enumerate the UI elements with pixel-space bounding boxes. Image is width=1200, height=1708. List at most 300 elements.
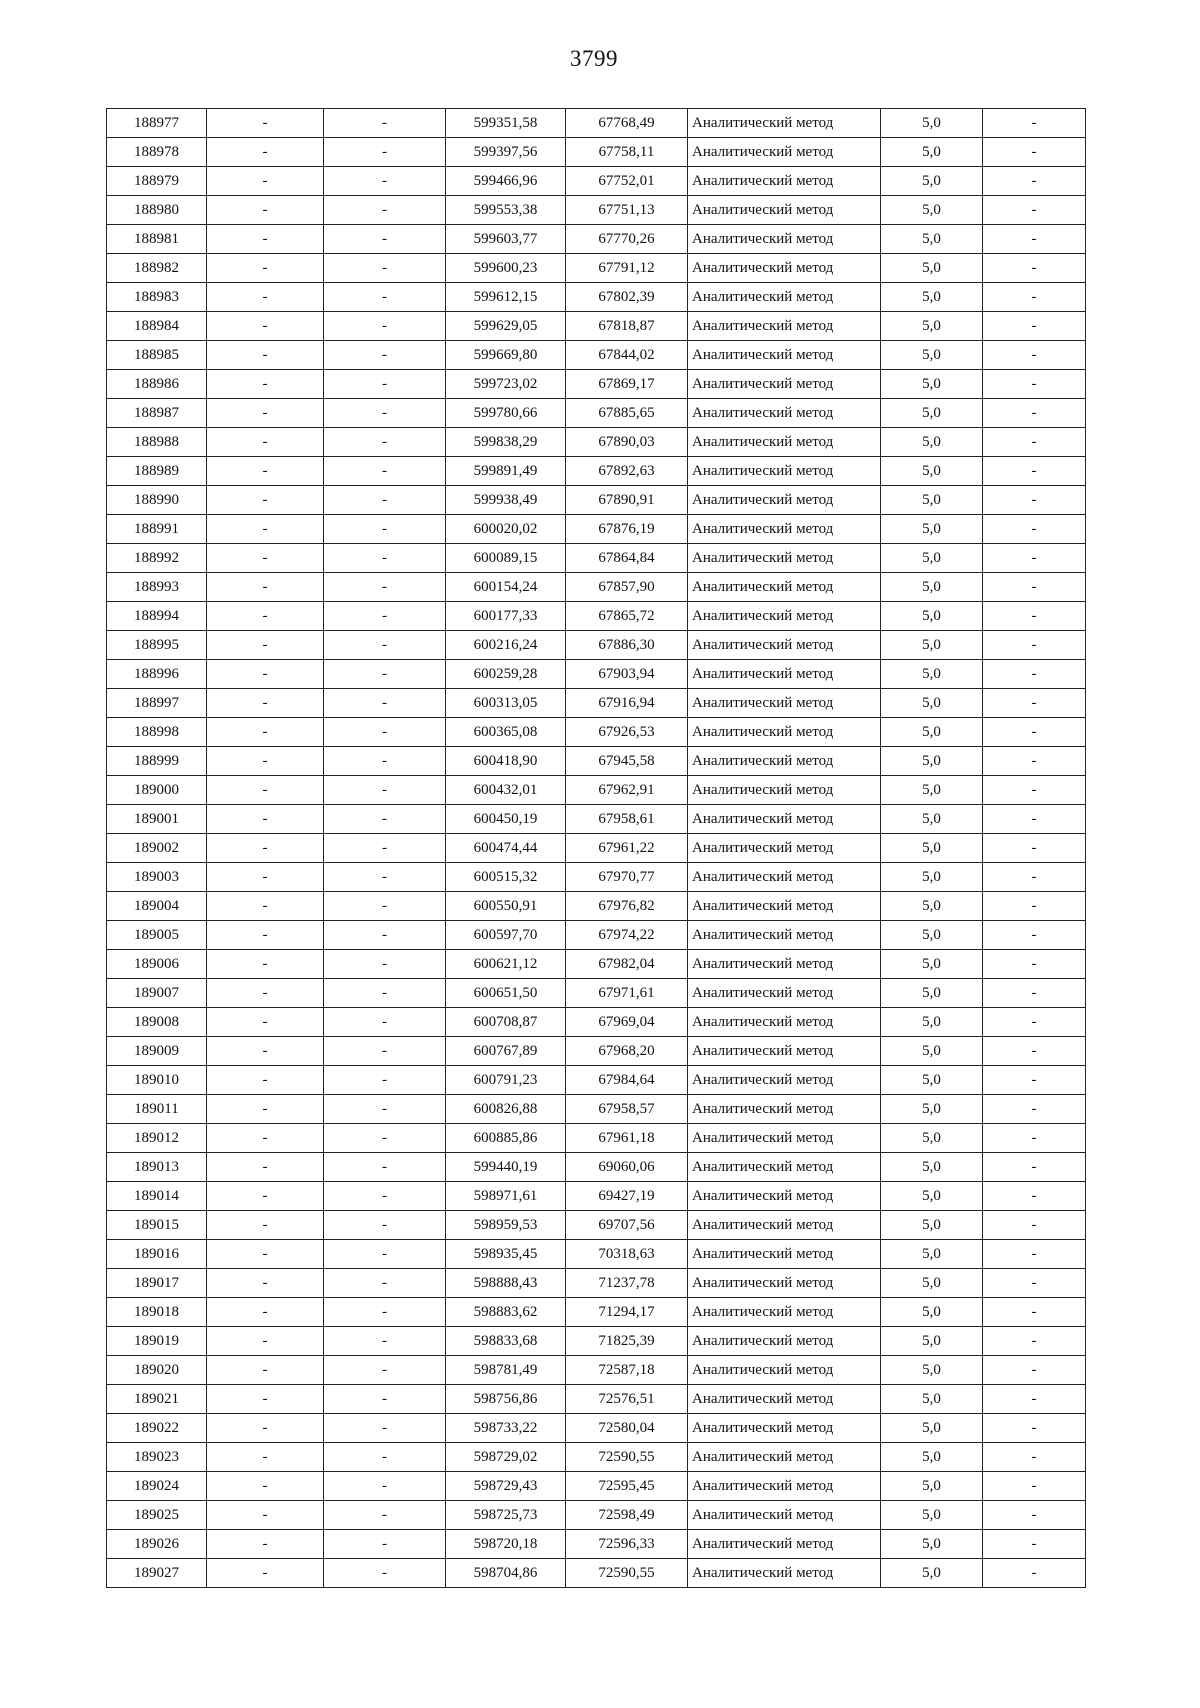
precision-cell: 5,0 (881, 1559, 983, 1588)
dash-cell: - (324, 979, 446, 1008)
table-row (107, 950, 1086, 979)
dash-cell: - (324, 689, 446, 718)
point-number-cell: 188998 (107, 718, 207, 747)
x-coordinate-cell: 598781,49 (446, 1356, 566, 1385)
y-coordinate-cell: 67982,04 (566, 950, 688, 979)
point-number-cell: 188981 (107, 225, 207, 254)
point-number-cell: 189013 (107, 1153, 207, 1182)
dash-cell: - (324, 283, 446, 312)
point-number-cell: 189012 (107, 1124, 207, 1153)
precision-cell: 5,0 (881, 457, 983, 486)
note-cell: - (983, 1211, 1086, 1240)
note-cell: - (983, 370, 1086, 399)
precision-cell: 5,0 (881, 1327, 983, 1356)
note-cell: - (983, 544, 1086, 573)
precision-cell: 5,0 (881, 109, 983, 138)
x-coordinate-cell: 599440,19 (446, 1153, 566, 1182)
x-coordinate-cell: 598720,18 (446, 1530, 566, 1559)
precision-cell: 5,0 (881, 138, 983, 167)
note-cell: - (983, 1269, 1086, 1298)
table-row (107, 1269, 1086, 1298)
point-number-cell: 189016 (107, 1240, 207, 1269)
table-row (107, 312, 1086, 341)
dash-cell: - (207, 979, 324, 1008)
note-cell: - (983, 1037, 1086, 1066)
y-coordinate-cell: 67958,61 (566, 805, 688, 834)
point-number-cell: 189010 (107, 1066, 207, 1095)
note-cell: - (983, 515, 1086, 544)
dash-cell: - (207, 1182, 324, 1211)
x-coordinate-cell: 600154,24 (446, 573, 566, 602)
method-cell: Аналитический метод (688, 341, 881, 370)
note-cell: - (983, 776, 1086, 805)
table-row (107, 1559, 1086, 1588)
method-cell: Аналитический метод (688, 399, 881, 428)
x-coordinate-cell: 598704,86 (446, 1559, 566, 1588)
table-row (107, 834, 1086, 863)
note-cell: - (983, 486, 1086, 515)
dash-cell: - (207, 660, 324, 689)
point-number-cell: 188986 (107, 370, 207, 399)
dash-cell: - (207, 834, 324, 863)
table-row (107, 689, 1086, 718)
precision-cell: 5,0 (881, 1501, 983, 1530)
y-coordinate-cell: 72596,33 (566, 1530, 688, 1559)
y-coordinate-cell: 67961,18 (566, 1124, 688, 1153)
dash-cell: - (324, 1530, 446, 1559)
point-number-cell: 189014 (107, 1182, 207, 1211)
note-cell: - (983, 805, 1086, 834)
precision-cell: 5,0 (881, 486, 983, 515)
x-coordinate-cell: 600313,05 (446, 689, 566, 718)
precision-cell: 5,0 (881, 196, 983, 225)
dash-cell: - (324, 1008, 446, 1037)
dash-cell: - (207, 225, 324, 254)
dash-cell: - (207, 341, 324, 370)
point-number-cell: 189019 (107, 1327, 207, 1356)
method-cell: Аналитический метод (688, 1472, 881, 1501)
method-cell: Аналитический метод (688, 196, 881, 225)
point-number-cell: 189020 (107, 1356, 207, 1385)
y-coordinate-cell: 72598,49 (566, 1501, 688, 1530)
x-coordinate-cell: 600474,44 (446, 834, 566, 863)
point-number-cell: 189023 (107, 1443, 207, 1472)
y-coordinate-cell: 67751,13 (566, 196, 688, 225)
x-coordinate-cell: 599603,77 (446, 225, 566, 254)
y-coordinate-cell: 72590,55 (566, 1559, 688, 1588)
point-number-cell: 189017 (107, 1269, 207, 1298)
note-cell: - (983, 196, 1086, 225)
note-cell: - (983, 312, 1086, 341)
table-row (107, 486, 1086, 515)
dash-cell: - (207, 1414, 324, 1443)
y-coordinate-cell: 67976,82 (566, 892, 688, 921)
point-number-cell: 189008 (107, 1008, 207, 1037)
point-number-cell: 189026 (107, 1530, 207, 1559)
precision-cell: 5,0 (881, 1356, 983, 1385)
dash-cell: - (324, 428, 446, 457)
x-coordinate-cell: 599669,80 (446, 341, 566, 370)
method-cell: Аналитический метод (688, 631, 881, 660)
precision-cell: 5,0 (881, 283, 983, 312)
dash-cell: - (207, 805, 324, 834)
method-cell: Аналитический метод (688, 1066, 881, 1095)
table-row (107, 1530, 1086, 1559)
method-cell: Аналитический метод (688, 1385, 881, 1414)
x-coordinate-cell: 600089,15 (446, 544, 566, 573)
dash-cell: - (207, 1095, 324, 1124)
table-row (107, 167, 1086, 196)
y-coordinate-cell: 67857,90 (566, 573, 688, 602)
dash-cell: - (207, 689, 324, 718)
point-number-cell: 188982 (107, 254, 207, 283)
method-cell: Аналитический метод (688, 718, 881, 747)
y-coordinate-cell: 72595,45 (566, 1472, 688, 1501)
dash-cell: - (324, 718, 446, 747)
precision-cell: 5,0 (881, 254, 983, 283)
dash-cell: - (324, 805, 446, 834)
note-cell: - (983, 631, 1086, 660)
method-cell: Аналитический метод (688, 834, 881, 863)
y-coordinate-cell: 69707,56 (566, 1211, 688, 1240)
method-cell: Аналитический метод (688, 225, 881, 254)
table-row (107, 718, 1086, 747)
table-row (107, 1501, 1086, 1530)
y-coordinate-cell: 67770,26 (566, 225, 688, 254)
method-cell: Аналитический метод (688, 1095, 881, 1124)
dash-cell: - (324, 138, 446, 167)
point-number-cell: 188991 (107, 515, 207, 544)
precision-cell: 5,0 (881, 776, 983, 805)
method-cell: Аналитический метод (688, 428, 881, 457)
precision-cell: 5,0 (881, 573, 983, 602)
y-coordinate-cell: 67892,63 (566, 457, 688, 486)
dash-cell: - (324, 1385, 446, 1414)
dash-cell: - (324, 950, 446, 979)
precision-cell: 5,0 (881, 544, 983, 573)
dash-cell: - (324, 544, 446, 573)
note-cell: - (983, 254, 1086, 283)
x-coordinate-cell: 600177,33 (446, 602, 566, 631)
table-row (107, 573, 1086, 602)
dash-cell: - (324, 167, 446, 196)
precision-cell: 5,0 (881, 834, 983, 863)
precision-cell: 5,0 (881, 602, 983, 631)
y-coordinate-cell: 67844,02 (566, 341, 688, 370)
point-number-cell: 188977 (107, 109, 207, 138)
method-cell: Аналитический метод (688, 1153, 881, 1182)
y-coordinate-cell: 67945,58 (566, 747, 688, 776)
point-number-cell: 188999 (107, 747, 207, 776)
note-cell: - (983, 979, 1086, 1008)
table-row (107, 196, 1086, 225)
page-number: 3799 (570, 46, 618, 71)
x-coordinate-cell: 600450,19 (446, 805, 566, 834)
method-cell: Аналитический метод (688, 1559, 881, 1588)
dash-cell: - (324, 834, 446, 863)
note-cell: - (983, 225, 1086, 254)
table-row (107, 225, 1086, 254)
precision-cell: 5,0 (881, 892, 983, 921)
dash-cell: - (324, 602, 446, 631)
y-coordinate-cell: 67968,20 (566, 1037, 688, 1066)
note-cell: - (983, 1153, 1086, 1182)
x-coordinate-cell: 600550,91 (446, 892, 566, 921)
table-row (107, 776, 1086, 805)
x-coordinate-cell: 598733,22 (446, 1414, 566, 1443)
dash-cell: - (324, 1037, 446, 1066)
table-row (107, 1414, 1086, 1443)
y-coordinate-cell: 67962,91 (566, 776, 688, 805)
x-coordinate-cell: 599553,38 (446, 196, 566, 225)
y-coordinate-cell: 72580,04 (566, 1414, 688, 1443)
note-cell: - (983, 1182, 1086, 1211)
method-cell: Аналитический метод (688, 515, 881, 544)
note-cell: - (983, 1327, 1086, 1356)
precision-cell: 5,0 (881, 1530, 983, 1559)
dash-cell: - (207, 1269, 324, 1298)
dash-cell: - (324, 1269, 446, 1298)
method-cell: Аналитический метод (688, 254, 881, 283)
y-coordinate-cell: 67984,64 (566, 1066, 688, 1095)
point-number-cell: 189025 (107, 1501, 207, 1530)
y-coordinate-cell: 71237,78 (566, 1269, 688, 1298)
precision-cell: 5,0 (881, 370, 983, 399)
y-coordinate-cell: 67791,12 (566, 254, 688, 283)
method-cell: Аналитический метод (688, 109, 881, 138)
table-row (107, 1327, 1086, 1356)
dash-cell: - (324, 747, 446, 776)
y-coordinate-cell: 67926,53 (566, 718, 688, 747)
note-cell: - (983, 1095, 1086, 1124)
note-cell: - (983, 399, 1086, 428)
dash-cell: - (207, 1530, 324, 1559)
dash-cell: - (207, 457, 324, 486)
x-coordinate-cell: 599397,56 (446, 138, 566, 167)
precision-cell: 5,0 (881, 1269, 983, 1298)
dash-cell: - (207, 1356, 324, 1385)
note-cell: - (983, 109, 1086, 138)
table-row (107, 1095, 1086, 1124)
method-cell: Аналитический метод (688, 1124, 881, 1153)
y-coordinate-cell: 67864,84 (566, 544, 688, 573)
dash-cell: - (324, 341, 446, 370)
table-row (107, 892, 1086, 921)
x-coordinate-cell: 599780,66 (446, 399, 566, 428)
dash-cell: - (324, 660, 446, 689)
dash-cell: - (207, 631, 324, 660)
dash-cell: - (324, 1298, 446, 1327)
note-cell: - (983, 892, 1086, 921)
point-number-cell: 188990 (107, 486, 207, 515)
dash-cell: - (207, 602, 324, 631)
precision-cell: 5,0 (881, 399, 983, 428)
point-number-cell: 189027 (107, 1559, 207, 1588)
precision-cell: 5,0 (881, 1124, 983, 1153)
point-number-cell: 189004 (107, 892, 207, 921)
method-cell: Аналитический метод (688, 892, 881, 921)
point-number-cell: 188992 (107, 544, 207, 573)
x-coordinate-cell: 600432,01 (446, 776, 566, 805)
note-cell: - (983, 1559, 1086, 1588)
table-row (107, 979, 1086, 1008)
table-row (107, 1472, 1086, 1501)
precision-cell: 5,0 (881, 1240, 983, 1269)
point-number-cell: 188996 (107, 660, 207, 689)
method-cell: Аналитический метод (688, 660, 881, 689)
table-row (107, 138, 1086, 167)
dash-cell: - (324, 573, 446, 602)
y-coordinate-cell: 72576,51 (566, 1385, 688, 1414)
x-coordinate-cell: 600651,50 (446, 979, 566, 1008)
method-cell: Аналитический метод (688, 863, 881, 892)
note-cell: - (983, 1414, 1086, 1443)
dash-cell: - (324, 399, 446, 428)
y-coordinate-cell: 67969,04 (566, 1008, 688, 1037)
dash-cell: - (324, 254, 446, 283)
table-row (107, 1124, 1086, 1153)
table-row (107, 1153, 1086, 1182)
precision-cell: 5,0 (881, 863, 983, 892)
dash-cell: - (207, 950, 324, 979)
y-coordinate-cell: 67802,39 (566, 283, 688, 312)
y-coordinate-cell: 67869,17 (566, 370, 688, 399)
dash-cell: - (207, 1240, 324, 1269)
x-coordinate-cell: 598756,86 (446, 1385, 566, 1414)
method-cell: Аналитический метод (688, 1327, 881, 1356)
x-coordinate-cell: 599838,29 (446, 428, 566, 457)
y-coordinate-cell: 72590,55 (566, 1443, 688, 1472)
precision-cell: 5,0 (881, 1443, 983, 1472)
table-row (107, 109, 1086, 138)
note-cell: - (983, 834, 1086, 863)
x-coordinate-cell: 599600,23 (446, 254, 566, 283)
x-coordinate-cell: 600621,12 (446, 950, 566, 979)
method-cell: Аналитический метод (688, 1008, 881, 1037)
x-coordinate-cell: 598935,45 (446, 1240, 566, 1269)
dash-cell: - (324, 631, 446, 660)
dash-cell: - (207, 921, 324, 950)
y-coordinate-cell: 67961,22 (566, 834, 688, 863)
table-row (107, 428, 1086, 457)
dash-cell: - (207, 1298, 324, 1327)
y-coordinate-cell: 71825,39 (566, 1327, 688, 1356)
x-coordinate-cell: 598833,68 (446, 1327, 566, 1356)
note-cell: - (983, 1501, 1086, 1530)
precision-cell: 5,0 (881, 312, 983, 341)
note-cell: - (983, 863, 1086, 892)
x-coordinate-cell: 598888,43 (446, 1269, 566, 1298)
method-cell: Аналитический метод (688, 167, 881, 196)
method-cell: Аналитический метод (688, 312, 881, 341)
dash-cell: - (207, 1066, 324, 1095)
y-coordinate-cell: 67865,72 (566, 602, 688, 631)
y-coordinate-cell: 70318,63 (566, 1240, 688, 1269)
table-row (107, 747, 1086, 776)
dash-cell: - (207, 370, 324, 399)
point-number-cell: 189000 (107, 776, 207, 805)
y-coordinate-cell: 67886,30 (566, 631, 688, 660)
note-cell: - (983, 573, 1086, 602)
y-coordinate-cell: 71294,17 (566, 1298, 688, 1327)
point-number-cell: 189002 (107, 834, 207, 863)
note-cell: - (983, 1530, 1086, 1559)
method-cell: Аналитический метод (688, 1530, 881, 1559)
dash-cell: - (207, 1153, 324, 1182)
dash-cell: - (324, 1327, 446, 1356)
precision-cell: 5,0 (881, 1472, 983, 1501)
table-row (107, 544, 1086, 573)
method-cell: Аналитический метод (688, 1298, 881, 1327)
dash-cell: - (324, 1240, 446, 1269)
point-number-cell: 189018 (107, 1298, 207, 1327)
precision-cell: 5,0 (881, 515, 983, 544)
dash-cell: - (207, 747, 324, 776)
note-cell: - (983, 950, 1086, 979)
table-row (107, 863, 1086, 892)
note-cell: - (983, 428, 1086, 457)
x-coordinate-cell: 600020,02 (446, 515, 566, 544)
note-cell: - (983, 341, 1086, 370)
x-coordinate-cell: 598725,73 (446, 1501, 566, 1530)
y-coordinate-cell: 67958,57 (566, 1095, 688, 1124)
point-number-cell: 189009 (107, 1037, 207, 1066)
method-cell: Аналитический метод (688, 1182, 881, 1211)
y-coordinate-cell: 67971,61 (566, 979, 688, 1008)
x-coordinate-cell: 598883,62 (446, 1298, 566, 1327)
x-coordinate-cell: 600885,86 (446, 1124, 566, 1153)
y-coordinate-cell: 67974,22 (566, 921, 688, 950)
table-row (107, 283, 1086, 312)
method-cell: Аналитический метод (688, 1211, 881, 1240)
dash-cell: - (207, 1124, 324, 1153)
precision-cell: 5,0 (881, 718, 983, 747)
precision-cell: 5,0 (881, 1182, 983, 1211)
dash-cell: - (207, 573, 324, 602)
precision-cell: 5,0 (881, 1414, 983, 1443)
table-row (107, 805, 1086, 834)
y-coordinate-cell: 67916,94 (566, 689, 688, 718)
dash-cell: - (324, 863, 446, 892)
point-number-cell: 188989 (107, 457, 207, 486)
method-cell: Аналитический метод (688, 283, 881, 312)
precision-cell: 5,0 (881, 1037, 983, 1066)
dash-cell: - (207, 1385, 324, 1414)
table-row (107, 370, 1086, 399)
dash-cell: - (207, 312, 324, 341)
precision-cell: 5,0 (881, 1211, 983, 1240)
x-coordinate-cell: 600597,70 (446, 921, 566, 950)
y-coordinate-cell: 67758,11 (566, 138, 688, 167)
dash-cell: - (324, 486, 446, 515)
point-number-cell: 188988 (107, 428, 207, 457)
note-cell: - (983, 602, 1086, 631)
dash-cell: - (207, 863, 324, 892)
method-cell: Аналитический метод (688, 950, 881, 979)
point-number-cell: 188979 (107, 167, 207, 196)
point-number-cell: 189015 (107, 1211, 207, 1240)
dash-cell: - (324, 1443, 446, 1472)
dash-cell: - (207, 399, 324, 428)
x-coordinate-cell: 600216,24 (446, 631, 566, 660)
note-cell: - (983, 1443, 1086, 1472)
note-cell: - (983, 1385, 1086, 1414)
dash-cell: - (207, 1559, 324, 1588)
dash-cell: - (324, 1472, 446, 1501)
dash-cell: - (207, 109, 324, 138)
dash-cell: - (324, 1559, 446, 1588)
method-cell: Аналитический метод (688, 689, 881, 718)
